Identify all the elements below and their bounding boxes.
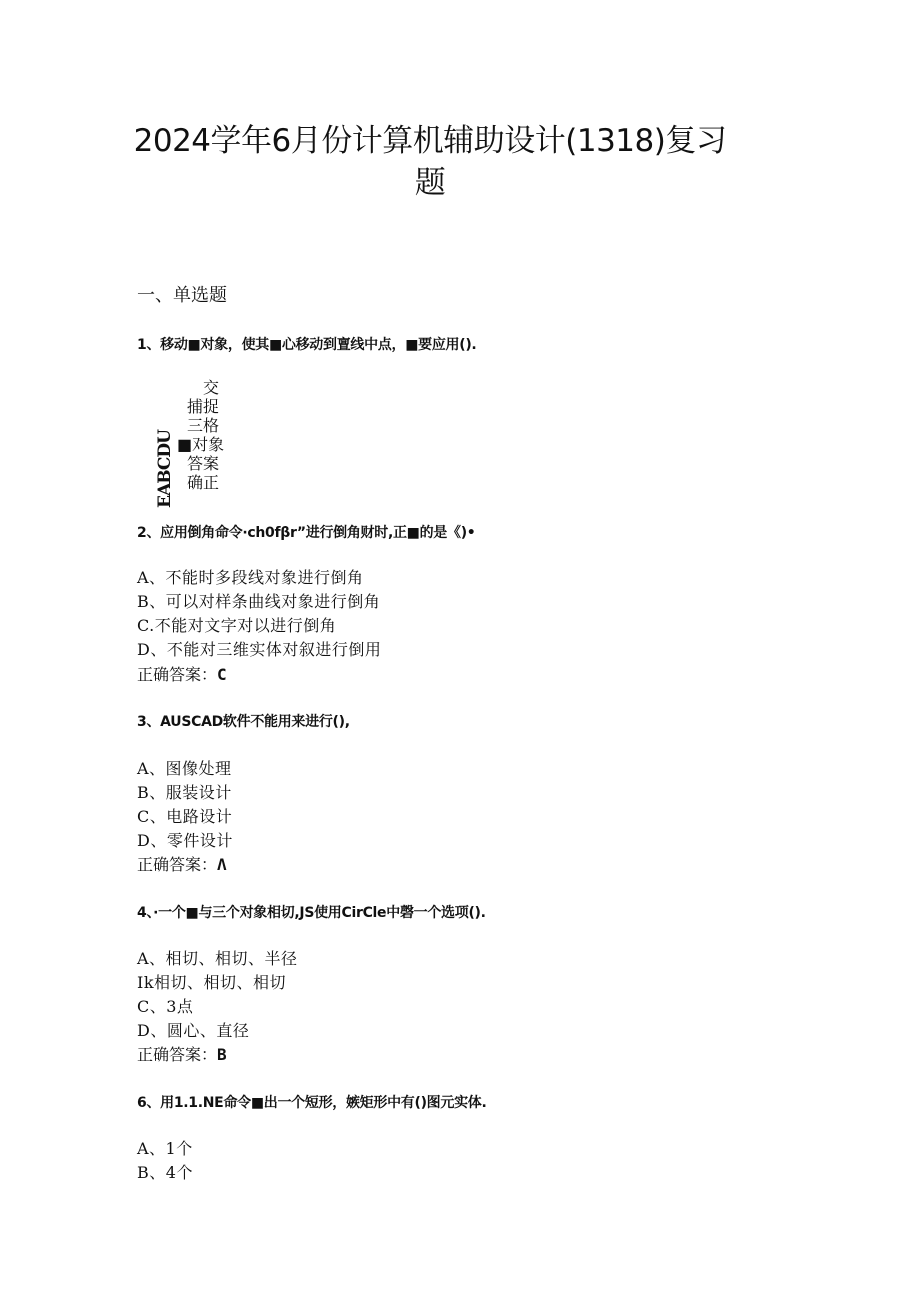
garbled-option-lines (177, 378, 225, 492)
question-4-answer (137, 1042, 227, 1065)
question-6-option-b: B、4个 (137, 1163, 193, 1182)
question-4-option-a: A、相切、相切、半径 (137, 949, 298, 968)
section-heading: 一、单选题 (137, 285, 227, 306)
question-2-answer (137, 662, 227, 685)
question-3: 3、AUSCAD软件不能用来进行(), (137, 714, 350, 730)
question-6: 6、用1.1.NE命令■出一个短形，嫉矩形中有()图元实体. (137, 1095, 487, 1111)
document-title (120, 120, 740, 204)
title-line-2: 题 (414, 165, 446, 201)
question-2-option-c: C.不能对文字对以进行倒角 (137, 616, 337, 635)
answer-label: 正确答案： (137, 1045, 218, 1064)
answer-label: 正确答案： (137, 665, 218, 684)
question-3-option-c: C、电路设计 (137, 807, 233, 826)
answer-value: Λ (217, 855, 227, 874)
garbled-line: 答案 (186, 454, 219, 473)
question-3-option-a: A、图像处理 (137, 759, 232, 778)
question-3-option-d: D、零件设计 (137, 831, 233, 850)
question-3-option-b: B、服装设计 (137, 783, 232, 802)
garbled-option-letters: EABCDU (155, 430, 175, 508)
question-2-option-a: A、不能时多段线对象进行倒角 (137, 568, 364, 587)
question-3-answer (137, 852, 227, 875)
garbled-line: 三格 (186, 416, 219, 435)
question-4-option-d: D、圆心、直径 (137, 1021, 250, 1040)
question-6-option-a: A、1个 (137, 1139, 193, 1158)
question-4-option-b: Ik相切、相切、相切 (137, 973, 287, 992)
question-1: 1、移动■对象，使其■心移动到亶线中点，■要应用(). (137, 337, 477, 353)
title-line-1: 2024学年6月份计算机辅助设计(1318)复习 (133, 123, 727, 159)
question-2: 2、应用倒角命令·ch0fβr”进行倒角财时,正■的是《)• (137, 525, 476, 541)
garbled-line: ■对象 (177, 435, 225, 454)
garbled-line: 确正 (186, 473, 219, 492)
answer-value: B (217, 1045, 227, 1064)
question-4: 4、·一个■与三个对象相切,JS使用CirCle中磬一个选项(). (137, 905, 486, 921)
question-4-option-c: C、3点 (137, 997, 194, 1016)
garbled-line: 捕捉 (186, 397, 219, 416)
answer-label: 正确答案： (137, 855, 218, 874)
garbled-line: 交 (202, 378, 219, 397)
answer-value: C (217, 665, 227, 684)
question-2-option-d: D、不能对三维实体对叙进行倒用 (137, 640, 382, 659)
question-2-option-b: B、可以对样条曲线对象进行倒角 (137, 592, 381, 611)
question-1-garbled-options (155, 378, 225, 508)
